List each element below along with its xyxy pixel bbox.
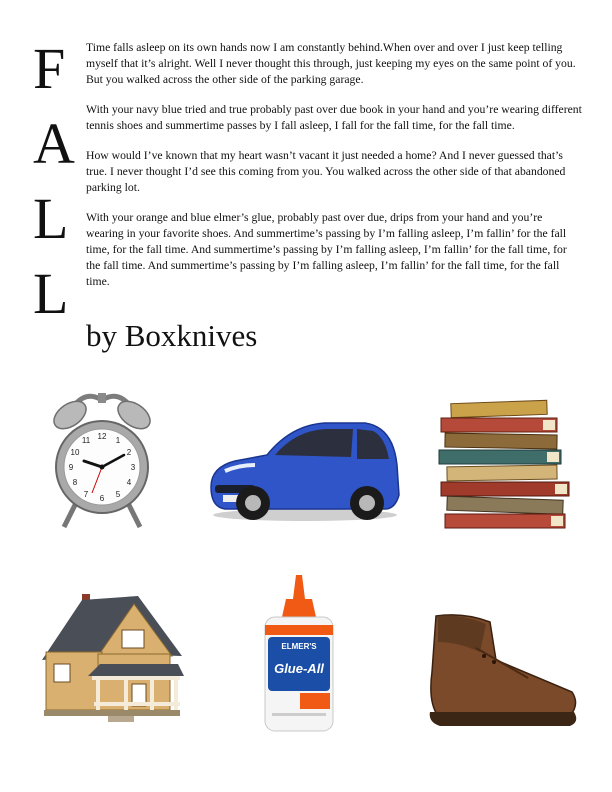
- car-icon: [211, 423, 399, 521]
- glue-brand-text: ELMER'S: [281, 642, 317, 651]
- books-icon: [439, 400, 569, 528]
- byline: by Boxknives: [86, 318, 258, 353]
- svg-text:2: 2: [126, 448, 132, 457]
- house-image: [38, 590, 186, 726]
- blue-car-image: [205, 415, 403, 523]
- brown-shoe-image: [424, 612, 582, 732]
- svg-text:5: 5: [115, 490, 121, 499]
- glue-bottle-image: [262, 573, 336, 735]
- glue-product-text: Glue-All: [274, 661, 324, 676]
- lyrics-paragraph: With your orange and blue elmer’s glue, probably past over due, drips from your hand and you’re wearing in your favorite shoes. And summertime’s passing by I’m falling asleep, I’m fallin’ for the fall time, for the fall time. And summertime’s passing by I’m falling asleep, I’m fallin’ for the fall time, for the fall time. And summertime’s passing by I’m falling asleep, I’m fallin’ for the fall time, for the fall time.: [86, 211, 567, 288]
- svg-text:11: 11: [81, 436, 91, 445]
- lyrics-column: [86, 40, 582, 304]
- alarm-clock-icon: [49, 393, 155, 527]
- svg-text:1: 1: [115, 436, 121, 445]
- house-icon: [42, 594, 184, 722]
- svg-text:8: 8: [72, 478, 78, 487]
- lyrics-paragraph: Time falls asleep on its own hands now I am constantly behind.When over and over I just keep telling myself that it’s alright. Well I never thought this through, just keeping my eyes on the same point of you. But you walked across the other side of the parking garage.: [86, 41, 576, 86]
- svg-text:12: 12: [97, 432, 107, 441]
- svg-text:10: 10: [70, 448, 80, 457]
- alarm-clock-image: [48, 385, 156, 533]
- title-letter-f: F: [33, 36, 66, 101]
- title-letter-a: A: [33, 111, 75, 176]
- lyrics-paragraph: With your navy blue tried and true probably past over due book in your hand and you’re wearing different tennis shoes and summertime passes by I fall asleep, I fall for the fall time, for the fall time.: [86, 103, 582, 132]
- glue-bottle-icon: [265, 575, 333, 731]
- svg-text:4: 4: [126, 478, 132, 487]
- title-letter-l2: L: [33, 261, 69, 326]
- lyrics-paragraph: How would I’ve known that my heart wasn’t vacant it just needed a home? And I never guessed that’s true. I never thought I’d see this coming from you. You walked across the other side of that abandoned parking lot.: [86, 149, 566, 194]
- svg-text:7: 7: [83, 490, 89, 499]
- book-stack-image: [435, 398, 575, 532]
- svg-text:9: 9: [68, 463, 74, 472]
- shoe-icon: [430, 615, 577, 726]
- title-letter-l1: L: [33, 186, 69, 251]
- svg-text:6: 6: [99, 494, 105, 503]
- svg-text:3: 3: [130, 463, 136, 472]
